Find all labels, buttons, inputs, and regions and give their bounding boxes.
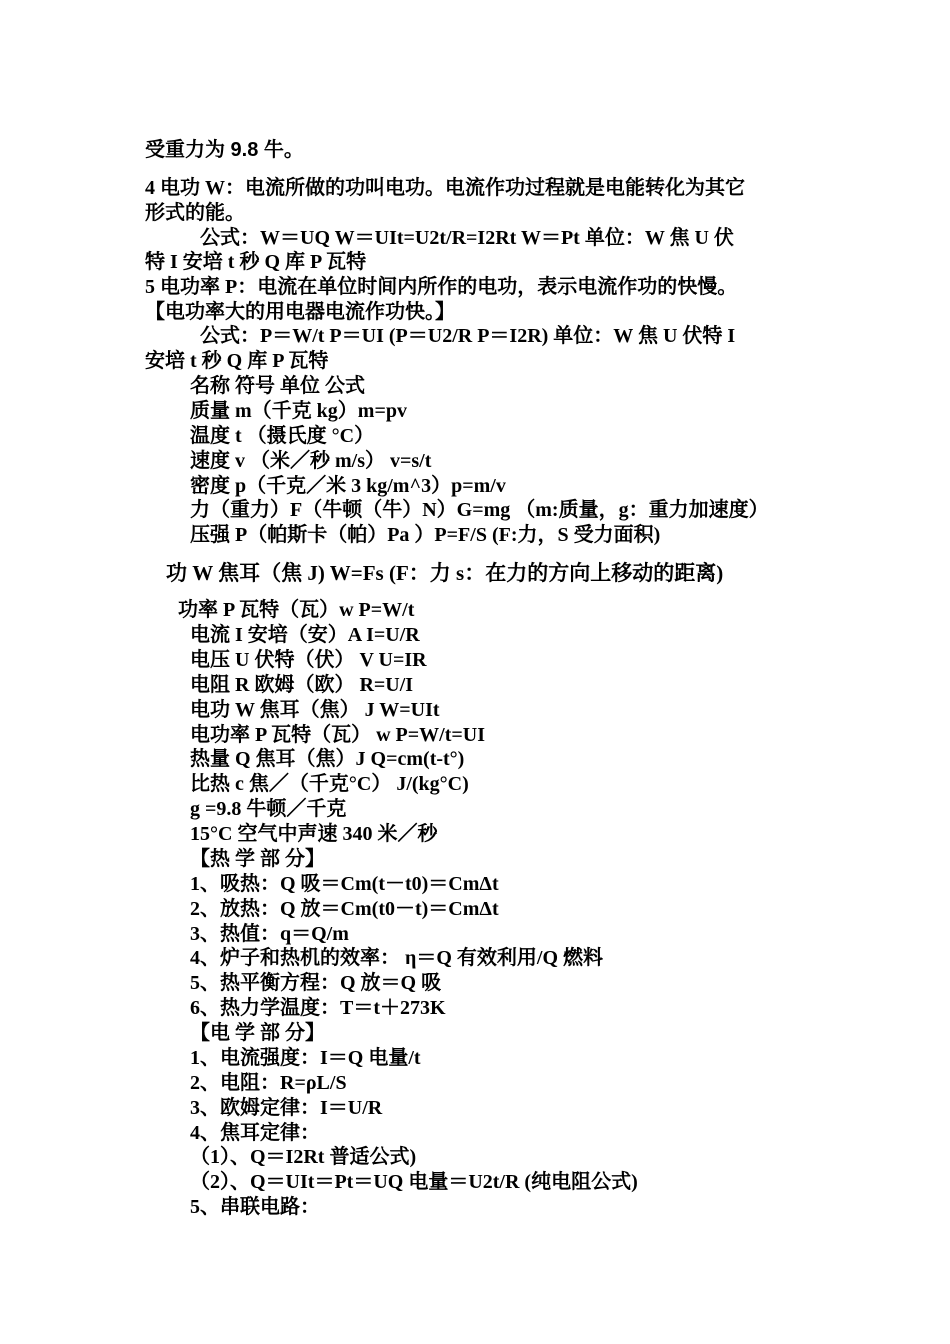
text-line: 1、吸热：Q 吸＝Cm(t－t0)＝CmΔt: [190, 873, 499, 895]
text-line: 电压 U 伏特（伏） V U=IR: [190, 649, 427, 671]
text-line: 温度 t （摄氏度 °C）: [190, 425, 375, 447]
text-line: 形式的能。: [145, 202, 245, 224]
section-heading: 【电 学 部 分】: [190, 1022, 325, 1044]
text-line: 功 W 焦耳（焦 J) W=Fs (F：力 s：在力的方向上移动的距离): [166, 561, 724, 585]
text-line: 15°C 空气中声速 340 米／秒: [190, 823, 438, 845]
text-line: 电阻 R 欧姆（欧） R=U/I: [190, 674, 414, 696]
text-line: 6、热力学温度：T＝t＋273K: [190, 997, 446, 1019]
text-line: 质量 m（千克 kg）m=pv: [190, 400, 407, 422]
text-line: 密度 p（千克／米 3 kg/m^3）p=m/v: [190, 475, 506, 497]
text-line: 比热 c 焦／（千克°C） J/(kg°C): [190, 773, 469, 795]
text-line: 电功 W 焦耳（焦） J W=UIt: [190, 699, 440, 721]
text-line: 公式：W＝UQ W＝UIt=U2t/R=I2Rt W＝Pt 单位：W 焦 U 伏: [200, 227, 734, 249]
text-line: 名称 符号 单位 公式: [190, 375, 365, 397]
text-line: 5、串联电路：: [190, 1196, 320, 1218]
text-line: 安培 t 秒 Q 库 P 瓦特: [145, 350, 329, 372]
text-line: 特 I 安培 t 秒 Q 库 P 瓦特: [145, 251, 367, 273]
text-line: 力（重力）F（牛顿（牛）N）G=mg （m:质量，g：重力加速度）: [190, 499, 769, 521]
text-line: 热量 Q 焦耳（焦）J Q=cm(t-t°): [190, 748, 465, 770]
text-line: 1、电流强度：I＝Q 电量/t: [190, 1047, 421, 1069]
text-line: g =9.8 牛顿／千克: [190, 798, 347, 820]
section-heading: 【热 学 部 分】: [190, 848, 325, 870]
text-line: 公式：P＝W/t P＝UI (P＝U2/R P＝I2R) 单位：W 焦 U 伏特 I: [200, 325, 736, 347]
text-line: 4 电功 W：电流所做的功叫电功。电流作功过程就是电能转化为其它: [145, 177, 745, 199]
text-line: 2、放热：Q 放＝Cm(t0－t)＝CmΔt: [190, 898, 499, 920]
text-line: 受重力为 9.8 牛。: [145, 139, 304, 161]
text-line: 功率 P 瓦特（瓦）w P=W/t: [178, 599, 415, 621]
text-line: 3、热值：q＝Q/m: [190, 923, 349, 945]
text-line: （2）、Q＝UIt＝Pt＝UQ 电量＝U2t/R (纯电阻公式): [190, 1171, 638, 1193]
text-line: 4、炉子和热机的效率： η＝Q 有效利用/Q 燃料: [190, 947, 604, 969]
text-line: 5、热平衡方程：Q 放＝Q 吸: [190, 972, 442, 994]
text-line: 速度 v （米／秒 m/s） v=s/t: [190, 450, 432, 472]
text-line: 压强 P（帕斯卡（帕）Pa ）P=F/S (F:力，S 受力面积): [190, 524, 661, 546]
text-line: 4、焦耳定律：: [190, 1122, 320, 1144]
text-line: 3、欧姆定律：I＝U/R: [190, 1097, 383, 1119]
text-line: 电功率 P 瓦特（瓦） w P=W/t=UI: [190, 724, 486, 746]
text-line: 5 电功率 P：电流在单位时间内所作的电功，表示电流作功的快慢。: [145, 276, 738, 298]
text-line: 【电功率大的用电器电流作功快。】: [145, 301, 455, 323]
text-line: （1）、Q＝I2Rt 普适公式): [190, 1146, 417, 1168]
text-line: 电流 I 安培（安）A I=U/R: [190, 624, 420, 646]
text-line: 2、电阻：R=ρL/S: [190, 1072, 347, 1094]
